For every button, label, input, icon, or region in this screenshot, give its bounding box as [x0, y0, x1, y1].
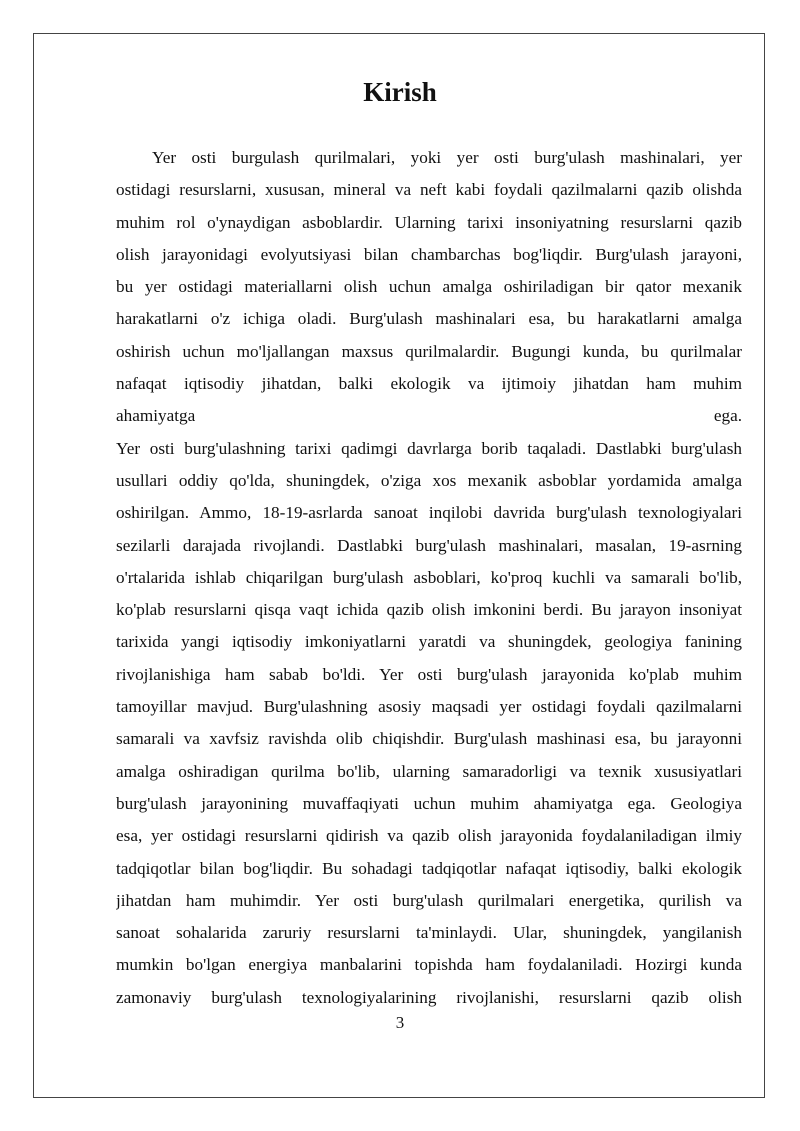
- paragraph-line: ostidagi resurslarni, xususan, mineral va neft kabi foydali qazilmalarni qazib olishda: [116, 180, 742, 200]
- paragraph-line: bu yer ostidagi materiallarni olish uchun amalga oshiriladigan bir qator mexanik: [116, 277, 742, 297]
- paragraph-line: usullari oddiy qo'lda, shuningdek, o'ziga xos mexanik asboblar yordamida amalga: [116, 470, 742, 490]
- paragraph-line: o'rtalarida ishlab chiqarilgan burg'ulash asboblari, ko'proq kuchli va samarali bo'lib,: [116, 567, 742, 587]
- paragraph-line: burg'ulash jarayonining muvaffaqiyati uchun muhim ahamiyatga ega. Geologiya: [116, 793, 742, 813]
- paragraph-line: tarixida yangi iqtisodiy imkoniyatlarni yaratdi va shuningdek, geologiya fanining: [116, 632, 742, 652]
- paragraph-line: Yer osti burgulash qurilmalari, yoki yer osti burg'ulash mashinalari, yer: [152, 148, 742, 167]
- paragraph-line: esa, yer ostidagi resurslarni qidirish va qazib olish jarayonida foydalaniladigan ilmiy: [116, 826, 742, 846]
- paragraph-line: amalga oshiradigan qurilma bo'lib, ularning samaradorligi va texnik xususiyatlari: [116, 761, 742, 781]
- paragraph-line: oshirish uchun mo'ljallangan maxsus qurilmalardir. Bugungi kunda, bu qurilmalar: [116, 341, 742, 361]
- paragraph-line: tamoyillar mavjud. Burg'ulashning asosiy maqsadi yer ostidagi foydali qazilmalarni: [116, 697, 742, 717]
- paragraph-line: oshirilgan. Ammo, 18-19-asrlarda sanoat inqilobi davrida burg'ulash texnologiyalari: [116, 503, 742, 523]
- body-text: [116, 142, 742, 1014]
- page-number: 3: [395, 1013, 405, 1032]
- paragraph-line: ahamiyatga ega.: [116, 406, 742, 426]
- paragraph-line: jihatdan ham muhimdir. Yer osti burg'ulash qurilmalari energetika, qurilish va: [116, 890, 742, 910]
- paragraph-line: rivojlanishiga ham sabab bo'ldi. Yer osti burg'ulash jarayonida ko'plab muhim: [116, 664, 742, 684]
- paragraph-line: ko'plab resurslarni qisqa vaqt ichida qazib olish imkonini berdi. Bu jarayon insoniyat: [116, 600, 742, 620]
- paragraph-line: sezilarli darajada rivojlandi. Dastlabki burg'ulash mashinalari, masalan, 19-asrning: [116, 535, 742, 555]
- paragraph-line: sanoat sohalarida zaruriy resurslarni ta'minlaydi. Ular, shuningdek, yangilanish: [116, 923, 742, 943]
- paragraph-line: olish jarayonidagi evolyutsiyasi bilan chambarchas bog'liqdir. Burg'ulash jarayoni,: [116, 244, 742, 264]
- paragraph-line: samarali va xavfsiz ravishda olib chiqishdir. Burg'ulash mashinasi esa, bu jarayonni: [116, 729, 742, 749]
- paragraph-line: tadqiqotlar bilan bog'liqdir. Bu sohadagi tadqiqotlar nafaqat iqtisodiy, balki ekologik: [116, 858, 742, 878]
- page-title: Kirish: [363, 77, 437, 107]
- paragraph-line: mumkin bo'lgan energiya manbalarini topishda ham foydalaniladi. Hozirgi kunda: [116, 955, 742, 975]
- paragraph-line: zamonaviy burg'ulash texnologiyalarining rivojlanishi, resurslarni qazib olish: [116, 987, 742, 1007]
- paragraph-line: nafaqat iqtisodiy jihatdan, balki ekologik va ijtimoiy jihatdan ham muhim: [116, 374, 742, 394]
- paragraph-line: Yer osti burg'ulashning tarixi qadimgi davrlarga borib taqaladi. Dastlabki burg'ulash: [116, 438, 742, 458]
- paragraph-line: muhim rol o'ynaydigan asboblardir. Ularning tarixi insoniyatning resurslarni qazib: [116, 212, 742, 232]
- paragraph-line: harakatlarni o'z ichiga oladi. Burg'ulash mashinalari esa, bu harakatlarni amalga: [116, 309, 742, 329]
